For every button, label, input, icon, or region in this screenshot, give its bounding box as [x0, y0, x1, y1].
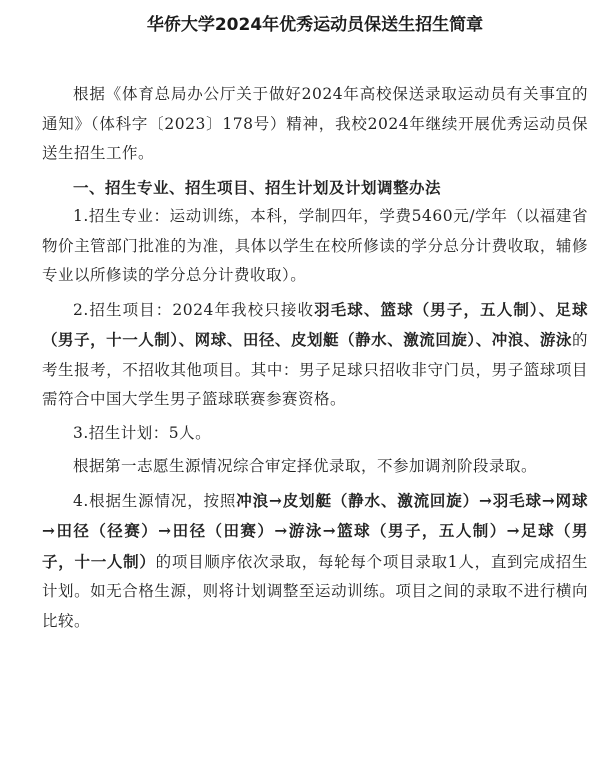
document-title: 华侨大学2024年优秀运动员保送生招生简章 [146, 15, 484, 35]
item-4-order-list: 冲浪→皮划艇（静水、激流回旋）→羽毛球→网球→田径（径赛）→田径（田赛）→游泳→篮球（男子，五人制）→足球（男子，十一人制） [42, 490, 589, 571]
item-1-major: 1.招生专业：运动训练，本科，学制四年，学费5460元/学年（以福建省物价主管部门批准的为准，具体以学生在校所修读的学分总分计费收取，辅修专业以所修读的学分总分计费收取）。 [42, 207, 588, 284]
item-2-sports [42, 295, 588, 415]
item-4-suffix: 的项目顺序依次录取，每轮每个项目录取1人，直到完成招生计划。如无合格生源，则将计划调整至运动训练。项目之间的录取不进行横向比较。 [42, 552, 588, 630]
item-4-prefix: 4.根据生源情况，按照 [73, 491, 237, 510]
item-2-suffix: 的考生报考，不招收其他项目。其中：男子足球只招收非守门员，男子篮球项目需符合中国大学生男子篮球联赛参赛资格。 [42, 331, 588, 408]
intro-paragraph: 根据《体育总局办公厅关于做好2024年高校保送录取运动员有关事宜的通知》（体科字〔2023〕178号）精神，我校2024年继续开展优秀运动员保送生招生工作。 [42, 85, 588, 162]
item-4-order [42, 486, 588, 637]
item-3-plan: 3.招生计划：5人。 [73, 423, 212, 442]
section-1-heading: 一、招生专业、招生项目、招生计划及计划调整办法 [73, 177, 442, 197]
item-2-prefix: 2.招生项目：2024年我校只接收 [73, 300, 315, 319]
item-2-sports-list: 羽毛球、篮球（男子，五人制）、足球（男子，十一人制）、网球、田径、皮划艇（静水、激流回旋）、冲浪、游泳 [42, 299, 588, 349]
title-spacer [42, 40, 588, 80]
item-3-note: 根据第一志愿生源情况综合审定择优录取，不参加调剂阶段录取。 [73, 457, 538, 475]
